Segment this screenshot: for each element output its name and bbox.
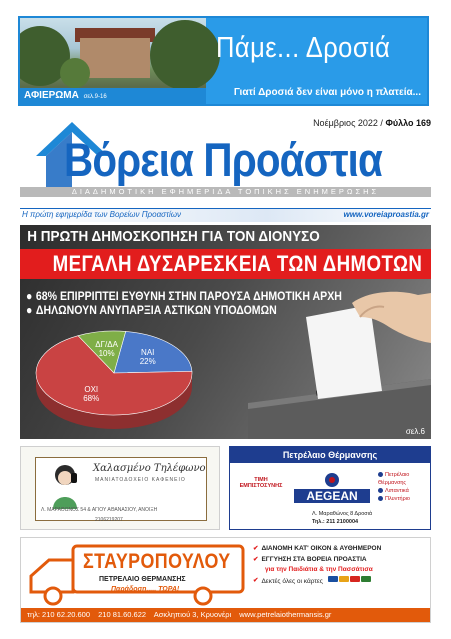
stavropoulou-footer <box>21 608 431 622</box>
cafe-ad-title: Χαλασμένο Τηλέφωνο <box>93 463 206 474</box>
issue-date: Νοέμβριος 2022 / <box>313 118 383 128</box>
aegean-product-label: Λιπαντικά <box>385 488 409 494</box>
bullet-icon <box>378 488 383 493</box>
story-bullet-text: 68% ΕΠΙΡΡΙΠΤΕΙ ΕΥΘΥΝΗ ΣΤΗΝ ΠΑΡΟΥΣΑ ΔΗΜΟΤΙΚΗ ΑΡΧΗ <box>35 289 342 303</box>
pie-slice-label: ΟΧΙ <box>84 385 99 395</box>
aegean-product-label: Πλυντήριο <box>385 496 410 502</box>
story-banner <box>20 249 431 279</box>
aegean-products <box>378 471 430 503</box>
bullet-icon: ● <box>26 289 33 303</box>
story-headline: Η ΠΡΩΤΗ ΔΗΜΟΣΚΟΠΗΣΗ ΓΙΑ ΤΟΝ ΔΙΟΝΥΣΟ <box>27 228 320 245</box>
story-page-ref: σελ.6 <box>405 427 425 436</box>
retro-lady-phone-icon <box>47 463 83 509</box>
ballot-box-photo <box>248 283 431 439</box>
feature-title: Πάμε... Δροσιά <box>216 32 391 64</box>
check-icon: ✔ <box>253 555 259 563</box>
feature-tag-label: ΑΦΙΕΡΩΜΑ <box>24 90 79 101</box>
feature-subtitle: Γιατί Δροσιά δεν είναι μόνο η πλατεία... <box>233 87 421 98</box>
aegean-ad-header: Πετρέλαιο Θέρμανσης <box>230 447 430 463</box>
aegean-product <box>378 471 430 487</box>
footer-phone-1: τηλ: 210 62.20.600 <box>27 610 91 619</box>
masthead-strip <box>20 187 431 197</box>
masthead-website-link[interactable]: www.voreiaproastia.gr <box>343 210 429 219</box>
footer-phone-2: 210 81.60.622 <box>98 610 147 619</box>
bullet-icon: ● <box>26 303 33 317</box>
pie-slice-value: 22% <box>139 356 156 366</box>
bullet-icon <box>378 472 383 477</box>
feature-banner[interactable] <box>18 16 429 106</box>
aegean-product-label: Πετρέλαιο Θέρμανσης <box>378 472 410 486</box>
check-icon: ✔ <box>253 545 259 552</box>
aegean-ad[interactable] <box>229 446 431 530</box>
cafe-ad-phone: 2106219207 <box>95 517 123 523</box>
cafe-ad-subtitle: ΜΑΝΙΑΤΟΔΟΧΕΙΟ ΚΑΦΕΝΕΙΟ <box>95 477 186 483</box>
cafe-ad[interactable] <box>20 446 220 530</box>
masthead-title: Βόρεια Προάστια <box>64 133 382 186</box>
feature-item-text: ΕΓΓΥΗΣΗ ΣΤΑ ΒΟΡΕΙΑ ΠΡΟΑΣΤΙΑ <box>261 555 367 563</box>
masthead-strip-text: ΔΙΑΔΗΜΟΤΙΚΗ ΕΦΗΜΕΡΙΔΑ ΤΟΠΙΚΗΣ ΕΝΗΜΕΡΩΣΗΣ <box>71 187 380 196</box>
bullet-icon <box>378 496 383 501</box>
issue-info <box>313 118 431 128</box>
check-icon: ✔ <box>253 577 259 585</box>
aegean-ad-left-text: ΤΙΜΗ ΕΜΠΙΣΤΟΣΥΝΗΣ <box>239 477 283 489</box>
feature-tag <box>20 88 206 104</box>
stavropoulou-features <box>253 544 381 587</box>
aegean-ad-phone: Τηλ.: 211 2100004 <box>312 519 359 525</box>
stavropoulou-name: ΣΤΑΥΡΟΠΟΥΛΟΥ <box>83 550 231 573</box>
story-bullet-text: ΔΗΛΩΝΟΥΝ ΑΝΥΠΑΡΞΙΑ ΑΣΤΙΚΩΝ ΥΠΟΔΟΜΩΝ <box>35 303 277 317</box>
issue-number: Φύλλο 169 <box>385 118 431 128</box>
footer-website-link[interactable]: www.petrelaiothermansis.gr <box>239 610 332 619</box>
feature-item-text: για την Παιδιάτια & την Πασσάτισα <box>265 566 373 573</box>
story-banner-text: ΜΕΓΑΛΗ ΔΥΣΑΡΕΣΚΕΙΑ ΤΩΝ ΔΗΜΟΤΩΝ <box>52 251 423 276</box>
feature-item <box>253 565 381 576</box>
poll-pie-chart <box>26 321 236 436</box>
pie-slice-value: 10% <box>98 348 115 358</box>
pie-slice-label: ΝΑΙ <box>141 347 155 357</box>
feature-item <box>253 555 381 566</box>
feature-item <box>253 576 381 587</box>
stavropoulou-slogan: Παράδοση..... ΤΩΡΑ! <box>111 586 180 593</box>
pie-slice-label: ΔΓ/ΔΑ <box>95 339 118 349</box>
aegean-ad-address: Λ. Μαραθώνος 8 Δροσιά <box>312 511 373 517</box>
feature-item-text: Δεκτές όλες οι κάρτες <box>261 577 323 585</box>
aegean-logo-icon <box>290 471 374 509</box>
feature-item-text: ΔΙΑΝΟΜΗ ΚΑΤ' ΟΙΚΟΝ & ΑΥΘΗΜΕΡΟΝ <box>261 545 382 552</box>
masthead-tagline-bar <box>20 208 431 222</box>
cafe-ad-address: Λ. ΜΑΡΑΘΩΝΟΣ 54 & ΑΓΙΟΥ ΑΘΑΝΑΣΙΟΥ, ΑΝΟΙΞΗ <box>41 507 158 513</box>
feature-item <box>253 544 381 555</box>
stavropoulou-ad[interactable] <box>20 537 431 623</box>
aegean-product <box>378 487 430 495</box>
feature-tag-pages: σελ.9-16 <box>83 94 107 100</box>
pie-slice-value: 68% <box>83 394 100 404</box>
masthead-tagline: Η πρώτη εφημερίδα των Βορείων Προαστίων <box>22 210 181 219</box>
aegean-brand-text: AEGEAN <box>306 489 358 503</box>
payment-cards-icon <box>328 576 372 587</box>
stavropoulou-service: ΠΕΤΡΕΛΑΙΟ ΘΕΡΜΑΝΣΗΣ <box>99 576 186 583</box>
aegean-product <box>378 495 430 503</box>
poll-story[interactable] <box>20 225 431 439</box>
footer-address: Ασκληπιού 3, Κρυονέρι <box>153 610 232 619</box>
